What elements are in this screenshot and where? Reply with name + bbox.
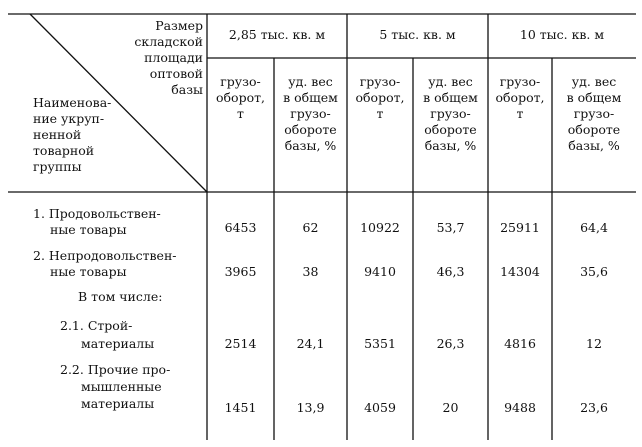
group-header-10: 10 тыс. кв. м [519,27,605,42]
subheader-share: в общем [423,90,478,105]
subheader-share: уд. вес [288,74,333,89]
cell-turnover: 5351 [364,336,396,351]
subheader-share: уд. вес [428,74,473,89]
corner-top-line: складской [134,34,203,49]
cell-share: 64,4 [580,220,608,235]
cell-share: 13,9 [296,400,325,415]
cell-share: 53,7 [436,220,465,235]
subheader-share: базы, % [424,138,477,153]
cell-share: 46,3 [436,264,465,279]
cell-turnover: 2514 [224,336,257,351]
row-label-construction-line1: 2.1. Строй- [60,318,133,333]
subheader-turnover: т [516,106,524,121]
subheader-share: базы, % [284,138,337,153]
cell-turnover: 6453 [224,220,257,235]
subheader-share: грузо- [290,106,331,121]
subheader-share: обороте [567,122,621,137]
subheader-turnover: оборот, [355,90,405,105]
row-label-including: В том числе: [78,289,163,304]
subheader-turnover: грузо- [220,74,261,89]
cell-share: 38 [302,264,319,279]
subheader-share: грузо- [430,106,471,121]
row-label-construction-line2: материалы [81,336,155,351]
row-label-food-line1: 1. Продовольствен- [33,206,161,221]
corner-bottom-line: группы [33,159,82,174]
row-label-food-line2: ные товары [50,222,127,237]
cell-turnover: 14304 [500,264,540,279]
subheader-share: в общем [283,90,338,105]
cell-share: 26,3 [436,336,465,351]
row-label-nonfood-line2: ные товары [50,264,127,279]
cell-turnover: 25911 [500,220,540,235]
cell-share: 62 [302,220,319,235]
group-header-5: 5 тыс. кв. м [379,27,456,42]
subheader-share: базы, % [568,138,620,153]
cell-turnover: 3965 [224,264,257,279]
corner-bottom-line: Наименова- [33,95,112,110]
cell-turnover: 4059 [364,400,396,415]
row-label-other-line2: мышленные [81,379,162,394]
cell-share: 35,6 [580,264,608,279]
corner-top-line: площади [144,50,203,65]
row-label-nonfood-line1: 2. Непродовольствен- [33,248,177,263]
row-label-other-line3: материалы [81,396,155,411]
cell-share: 20 [442,400,459,415]
cell-turnover: 1451 [224,400,257,415]
subheader-share: обороте [284,122,337,137]
row-label-other-line1: 2.2. Прочие про- [60,362,171,377]
subheader-turnover: грузо- [359,74,401,89]
cell-share: 24,1 [296,336,325,351]
subheader-turnover: оборот, [216,90,265,105]
corner-bottom-line: ние укруп- [33,111,105,126]
subheader-turnover: грузо- [499,74,541,89]
corner-top-line: базы [171,82,203,97]
group-header-2-85: 2,85 тыс. кв. м [228,27,326,42]
cell-turnover: 9410 [364,264,396,279]
subheader-share: уд. вес [571,74,617,89]
subheader-turnover: т [237,106,244,121]
subheader-share: в общем [566,90,622,105]
cell-turnover: 9488 [504,400,536,415]
cell-turnover: 4816 [504,336,536,351]
corner-bottom-line: ненной [33,127,82,142]
cell-share: 23,6 [580,400,608,415]
corner-bottom-line: товарной [33,143,95,158]
subheader-turnover: оборот, [495,90,545,105]
cell-share: 12 [586,336,602,351]
cell-turnover: 10922 [360,220,400,235]
corner-top-line: Размер [155,18,203,33]
subheader-share: обороте [424,122,477,137]
subheader-share: грузо- [573,106,615,121]
subheader-turnover: т [376,106,384,121]
corner-top-line: оптовой [149,66,203,81]
